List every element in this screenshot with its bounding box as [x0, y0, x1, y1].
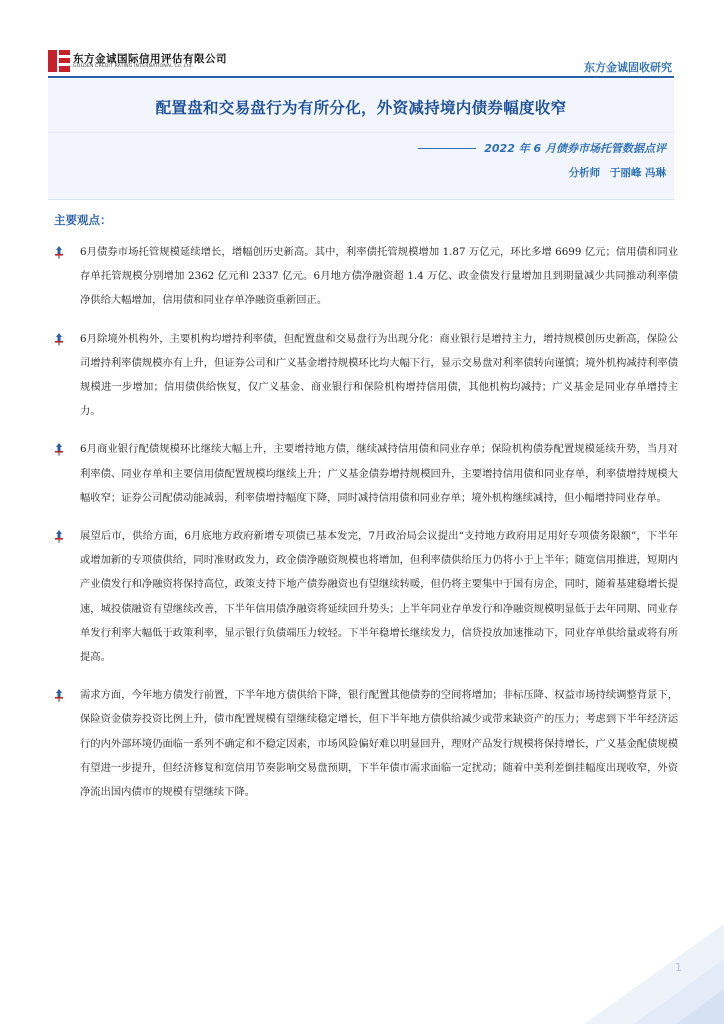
page-number: 1 — [675, 961, 682, 974]
series-label: 东方金诚固收研究 — [584, 61, 672, 74]
author-names: 于丽峰 冯琳 — [609, 167, 666, 179]
page-header — [0, 0, 724, 80]
key-points-list — [48, 240, 678, 818]
key-point — [48, 240, 678, 313]
title-divider — [48, 132, 674, 133]
key-point-text: 展望后市，供给方面，6月底地方政府新增专项债已基本发完，7月政治局会议提出“支持地方政府用足用好专项债务限额”，下半年或增加新的专项债供给，同时准财政发力，政金债净融资规模也将增加，但利率债供给压力仍将小于上半年；随宽信用推进，短期内产业债发行和净融资将保持高位，政策支持下地产债券融资也有望继续转暖，但仍将主要集中于国有房企，同时，随着基建稳增长提速，城投债融资有望继续改善，下半年信用债净融资将延续回升势头；上半年同业存单发行和净融资规模明显低于去年同期、同业存单发行利率大幅低于政策利率，显示银行负债端压力较轻。下半年稳增长继续发力，信贷投放加速推动下，同业存单供给量或将有所提高。 — [80, 530, 678, 664]
subtitle-dash — [418, 148, 476, 149]
subtitle-row — [418, 140, 666, 156]
key-point-text: 需求方面，今年地方债发行前置，下半年地方债供给下降，银行配置其他债券的空间将增加；非标压降、权益市场持续调整背景下，保险资金债券投资比例上升，债市配置规模有望继续稳定增长，但下半年地方债供给减少或带来缺资产的压力；考虑到下半年经济运行的内外部环境仍面临一系列不确定和不稳定因素，市场风险偏好难以明显回升，理财产品发行规模将保持增长，广义基金配债规模有望进一步提升，但经济修复和宽信用节奏影响交易盘预期，下半年债市需求面临一定扰动；随着中美利差倒挂幅度出现收窄，外资净流出国内债市的规模有望继续下降。 — [80, 689, 678, 799]
key-point — [48, 327, 678, 424]
pushpin-icon — [52, 245, 66, 259]
pushpin-icon — [52, 529, 66, 543]
key-point-text: 6月债券市场托管规模延续增长，增幅创历史新高。其中，利率债托管规模增加 1.87 万亿元，环比多增 6699 亿元；信用债和同业存单托管规模分别增加 2362 亿元和 2337 亿元。6月地方债净融资超 1.4 万亿、政金债发行量增加且到期量减少共同推动利率债净供给大幅增加，信用债和同业存单净融资重新回正。 — [80, 246, 678, 307]
report-subtitle: 2022 年 6 月债券市场托管数据点评 — [484, 142, 666, 155]
company-name-en: GOLDEN CREDIT RATING INTERNATIONAL Co.,Ltd. — [73, 64, 194, 69]
key-point — [48, 437, 678, 510]
pushpin-icon — [52, 332, 66, 346]
key-point-text: 6月除境外机构外，主要机构均增持利率债，但配置盘和交易盘行为出现分化：商业银行是增持主力，增持规模创历史新高，保险公司增持利率债规模亦有上升，但证券公司和广义基金增持规模环比均大幅下行，显示交易盘对利率债转向谨慎；境外机构减持利率债规模进一步增加；信用债供给恢复，仅广义基金、商业银行和保险机构增持信用债，其他机构均减持；广义基金是同业存单增持主力。 — [80, 332, 678, 418]
section-heading: 主要观点： — [54, 213, 112, 227]
pushpin-icon — [52, 442, 66, 456]
corner-decoration — [504, 904, 724, 1024]
company-name-cn: 东方金诚国际信用评估有限公司 — [73, 53, 227, 65]
report-title: 配置盘和交易盘行为有所分化，外资减持境内债券幅度收窄 — [155, 99, 567, 117]
key-point — [48, 683, 678, 804]
key-point — [48, 524, 678, 669]
company-logo-icon — [48, 50, 70, 72]
pushpin-icon — [52, 688, 66, 702]
key-point-text: 6月商业银行配债规模环比继续大幅上升，主要增持地方债，继续减持信用债和同业存单；保险机构债券配置规模延续升势，当月对利率债、同业存单和主要信用债配置规模均继续上升；广义基金债券增持规模回升，主要增持信用债和同业存单，利率债增持规模大幅收窄；证券公司配债动能减弱，利率债增持幅度下降，同时减持信用债和同业存单；境外机构继续减持，但小幅增持同业存单。 — [80, 443, 678, 504]
header-divider — [48, 76, 674, 78]
author-row — [563, 165, 666, 180]
report-title-box — [48, 79, 674, 200]
author-label: 分析师 — [568, 167, 601, 179]
